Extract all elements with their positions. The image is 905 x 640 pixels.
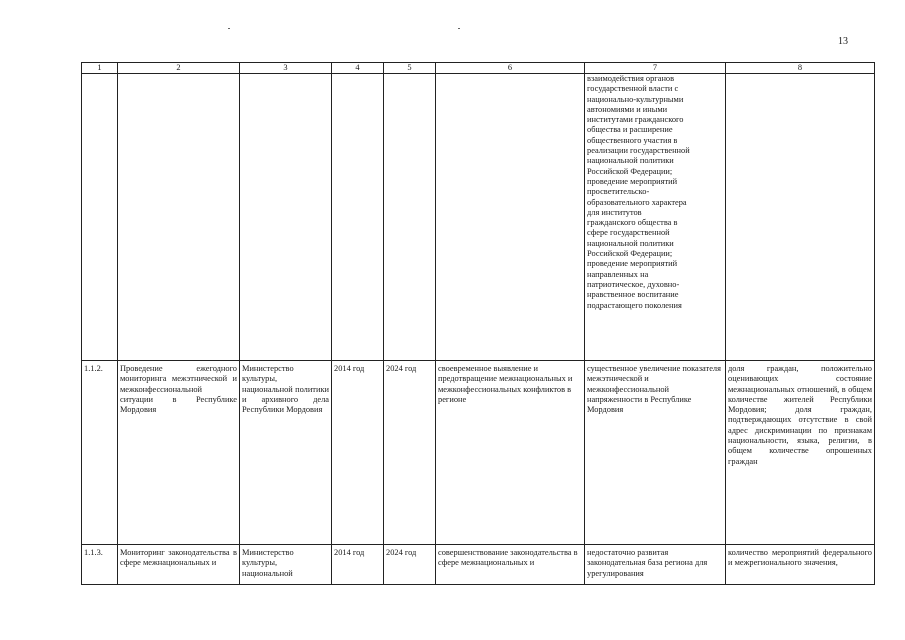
table-row-continuation xyxy=(82,74,875,361)
col-header-6: 6 xyxy=(436,63,585,74)
table-row xyxy=(82,545,875,585)
empty-cell xyxy=(240,74,332,361)
continuation-consequences-cell xyxy=(585,74,726,361)
col-header-2: 2 xyxy=(118,63,240,74)
executor: Министерство культуры, национальной xyxy=(242,548,294,578)
col-header-5: 5 xyxy=(384,63,436,74)
col-header-8: 8 xyxy=(726,63,875,74)
empty-cell xyxy=(384,74,436,361)
col-header-3: 3 xyxy=(240,63,332,74)
related-indicators: доля граждан, положительно оценивающих состояние межнациональных отношений, в общем количестве жителей Республики Мордовия; доля граждан, подтверждающих отсутствие в свой адрес дискриминации по признакам национальности, языка, религии, в общем количестве опрошенных граждан xyxy=(726,361,875,545)
page-number: 13 xyxy=(838,36,848,47)
empty-cell xyxy=(82,74,118,361)
col-header-1: 1 xyxy=(82,63,118,74)
end-year: 2024 год xyxy=(384,361,436,545)
expected-result-cell xyxy=(436,545,585,585)
table-row xyxy=(82,361,875,545)
col-header-4: 4 xyxy=(332,63,384,74)
related-indicators: количество мероприятий федерального и межрегионального значения, xyxy=(728,548,872,568)
empty-cell xyxy=(726,74,875,361)
row-number: 1.1.2. xyxy=(82,361,118,545)
column-number-row xyxy=(82,63,875,74)
expected-result: совершенствование законодательства в сфере межнациональных и xyxy=(438,548,578,568)
executor: Министерство культуры, национальной политики и архивного дела Республики Мордовия xyxy=(240,361,332,545)
empty-cell xyxy=(332,74,384,361)
executor-cell xyxy=(240,545,332,585)
measure-name: Мониторинг законодательства в сфере межнациональных и xyxy=(120,548,237,568)
non-implementation-consequences: недостаточно развитая законодательная база региона для урегулирования xyxy=(587,548,708,578)
indicators-cell xyxy=(726,545,875,585)
measure-name-cell xyxy=(118,545,240,585)
measures-table xyxy=(81,62,875,585)
measure-name: Проведение ежегодного мониторинга межэтнической и межконфессиональной ситуации в Республике Мордовия xyxy=(118,361,240,545)
consequences-cell xyxy=(585,545,726,585)
expected-result: своевременное выявление и предотвращение межнациональных и межконфессиональных конфликтов в регионе xyxy=(436,361,585,545)
start-year: 2014 год xyxy=(332,545,384,585)
empty-cell xyxy=(436,74,585,361)
empty-cell xyxy=(118,74,240,361)
start-year: 2014 год xyxy=(332,361,384,545)
non-implementation-consequences: существенное увеличение показателя межэтнической и межконфессиональной напряженности в Республике Мордовия xyxy=(585,361,726,545)
scan-artifact xyxy=(228,28,230,29)
scan-artifact xyxy=(458,28,460,29)
continuation-consequences-text: взаимодействия органов государственной власти с национально-культурными автономиями и иными институтами гражданского общества и расширение общественного участия в реализации государственной национальной политики Российской Федерации; проведение мероприятий просветительско- образовательного характера для институтов гражданского общества в сфере государственной национальной политики Российской Федерации; проведение мероприятий направленных на патриотическое, духовно- нравственное воспитание подрастающего поколения xyxy=(587,74,690,310)
end-year: 2024 год xyxy=(384,545,436,585)
row-number: 1.1.3. xyxy=(82,545,118,585)
col-header-7: 7 xyxy=(585,63,726,74)
